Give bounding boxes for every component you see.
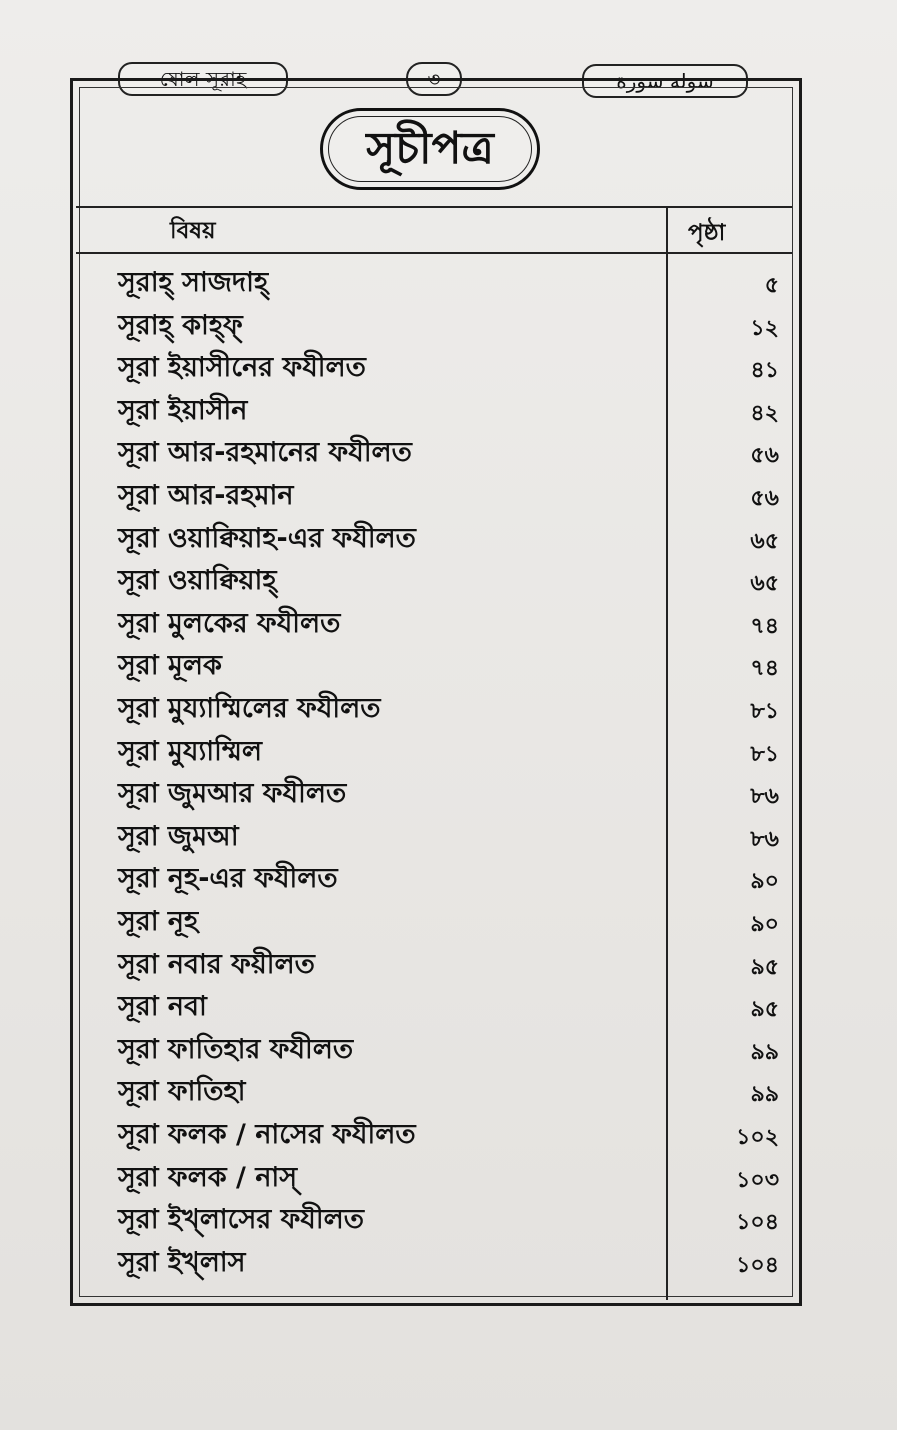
entry-page-number: ৮৬ (750, 826, 779, 852)
entry-subject: সূরা ওয়াক্বিয়াহ্ (118, 565, 277, 597)
entry-subject: সূরা জুমআর ফযীলত (118, 778, 347, 810)
entry-subject: সূরা মূলক (118, 650, 222, 682)
entry-page-number: ৯৯ (750, 1039, 779, 1065)
entry-subject: সূরা জুমআ (118, 820, 239, 852)
entry-subject: সূরা ওয়াক্বিয়াহ-এর ফযীলত (118, 522, 416, 554)
column-header-subject: বিষয় (170, 218, 216, 244)
entry-subject: সূরা ফলক / নাসের ফযীলত (118, 1119, 416, 1150)
entry-subject: সূরা ফলক / নাস্ (118, 1161, 298, 1193)
entry-page-number: ৯০ (750, 912, 779, 937)
entry-page-number: ৬৫ (750, 528, 779, 554)
entry-page-number: ১২ (750, 315, 779, 341)
entry-page-number: ৫ (764, 273, 779, 298)
entry-page-number: ১০৪ (736, 1210, 779, 1236)
entry-subject: সূরা আর-রহমান (118, 480, 294, 511)
entry-page-number: ৮৬ (750, 784, 779, 810)
entry-subject: সূরা মুয্যাম্মিলের ফযীলত (118, 693, 381, 724)
entry-subject: সূরা ফাতিহা (118, 1076, 246, 1108)
entry-page-number: ৮১ (750, 699, 779, 724)
entry-subject: সূরা ইয়াসীন (118, 394, 248, 426)
entry-subject: সূরা ইয়াসীনের ফযীলত (118, 352, 366, 384)
entry-page-number: ৯৫ (750, 954, 779, 980)
entry-page-number: ৪১ (750, 358, 779, 384)
header-book-title: ষোল সূরাহ (118, 62, 288, 96)
entry-page-number: ৫৬ (750, 486, 779, 511)
entry-subject: সূরা ইখ্লাসের ফযীলত (118, 1204, 364, 1236)
entry-page-number: ১০৩ (736, 1167, 779, 1193)
entry-page-number: ৭৪ (750, 656, 779, 682)
page-title: সূচীপত্র (366, 123, 494, 174)
entry-page-number: ৯৫ (750, 997, 779, 1023)
entry-page-number: ১০২ (736, 1125, 779, 1150)
entry-page-number: ৬৫ (750, 571, 779, 597)
entry-subject: সূরা মুলকের ফযীলত (118, 607, 341, 639)
header-page-number: ৩ (406, 62, 462, 96)
entry-subject: সূরা নূহ (118, 906, 199, 937)
column-header-page: পৃষ্ঠা (688, 220, 726, 246)
entry-subject: সূরা ইখ্লাস (118, 1246, 246, 1278)
entry-page-number: ৭৪ (750, 613, 779, 639)
entry-page-number: ৪২ (750, 400, 779, 426)
entry-subject: সূরাহ্ সাজদাহ্ (118, 267, 269, 298)
header-arabic-title: سوله سورة (582, 64, 748, 98)
entry-subject: সূরা মুয্যাম্মিল (118, 735, 263, 767)
entry-page-number: ৯৯ (750, 1082, 779, 1108)
entry-subject: সূরা ফাতিহার ফযীলত (118, 1033, 354, 1065)
entry-page-number: ৫৬ (750, 443, 779, 469)
entry-page-number: ১০৪ (736, 1252, 779, 1278)
table-top-rule (76, 206, 792, 208)
entry-subject: সূরাহ্ কাহ্ফ্ (118, 309, 243, 341)
entry-subject: সূরা নূহ-এর ফযীলত (118, 863, 338, 895)
entry-page-number: ৯০ (750, 869, 779, 895)
title-badge (320, 108, 540, 190)
entry-page-number: ৮১ (750, 741, 779, 767)
entry-subject: সূরা নবার ফয়ীলত (118, 948, 315, 980)
table-column-divider (666, 206, 668, 1300)
table-header-rule (76, 252, 792, 254)
entry-subject: সূরা নবা (118, 991, 207, 1023)
entry-subject: সূরা আর-রহমানের ফযীলত (118, 437, 412, 469)
